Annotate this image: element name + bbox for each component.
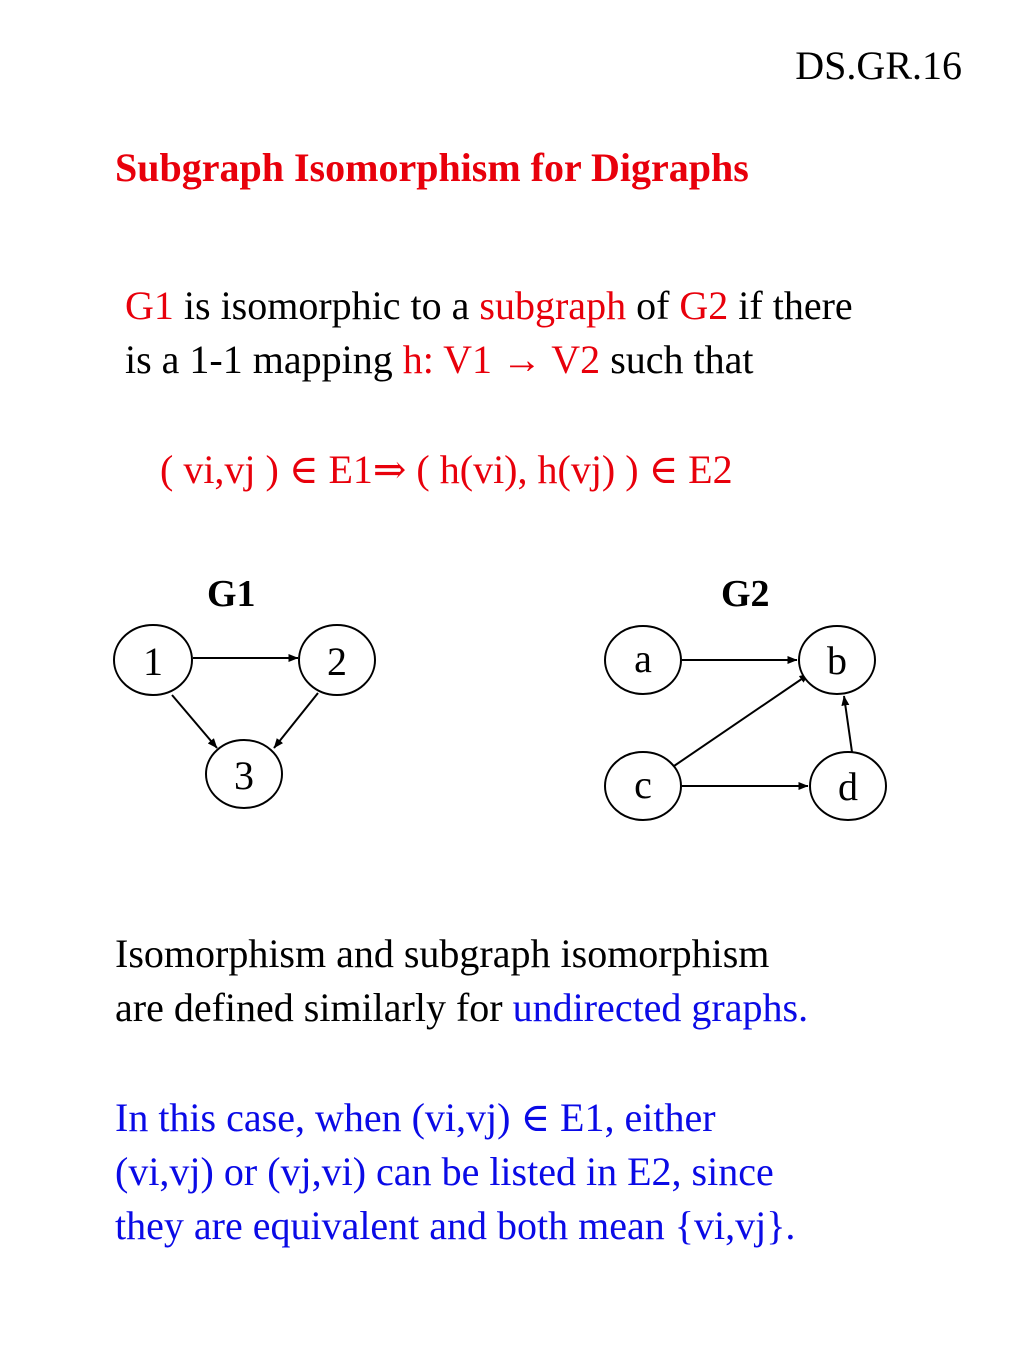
- note1-text: are defined similarly for: [115, 985, 513, 1030]
- g2-node-b: [799, 626, 875, 694]
- subgraph-term: subgraph: [479, 283, 627, 328]
- definition-text: is isomorphic to a: [173, 283, 480, 328]
- g1-node-3: [206, 740, 282, 808]
- mapping-term: h: V1 → V2: [402, 337, 601, 382]
- note1-line-1: Isomorphism and subgraph isomorphism: [115, 931, 770, 976]
- g2-term: G2: [679, 283, 729, 328]
- g1-edge-2-3: [274, 693, 318, 748]
- note2-line-2: (vi,vj) or (vj,vi) can be listed in E2, since: [115, 1149, 774, 1194]
- g1-node-1: [114, 625, 192, 695]
- definition-text: of: [626, 283, 680, 328]
- g2-node-a: [605, 626, 681, 694]
- definition-formula: ( vi,vj ) ∈ E1⇒ ( h(vi), h(vj) ) ∈ E2: [160, 447, 733, 492]
- slide-id: DS.GR.16: [795, 43, 962, 88]
- definition-text: if there: [728, 283, 853, 328]
- g1-node-3-label: 3: [234, 753, 254, 798]
- note2-line-3: they are equivalent and both mean {vi,vj}.: [115, 1203, 796, 1248]
- g1-term: G1: [125, 283, 174, 328]
- g2-node-d: [810, 752, 886, 820]
- note1-line-2: [115, 984, 808, 1031]
- note2-line-1: In this case, when (vi,vj) ∈ E1, either: [115, 1095, 716, 1140]
- slide-title: Subgraph Isomorphism for Digraphs: [115, 145, 749, 190]
- g1-edge-1-3: [172, 695, 217, 748]
- g2-edge-c-b: [674, 674, 809, 766]
- g2-node-a-label: a: [634, 636, 652, 681]
- g1-node-2: [299, 625, 375, 695]
- g2-edge-d-b: [844, 696, 852, 752]
- g1-node-2-label: 2: [327, 639, 347, 684]
- g1-node-1-label: 1: [143, 639, 163, 684]
- g1-title: G1: [207, 573, 256, 615]
- undirected-graphs-term: undirected graphs.: [512, 985, 809, 1030]
- g2-node-b-label: b: [827, 638, 847, 683]
- g2-node-c: [605, 752, 681, 820]
- g2-title: G2: [721, 573, 770, 615]
- g2-node-c-label: c: [634, 762, 652, 807]
- definition-text: is a 1-1 mapping: [125, 337, 403, 382]
- g2-node-d-label: d: [838, 764, 858, 809]
- definition-text: such that: [600, 337, 754, 382]
